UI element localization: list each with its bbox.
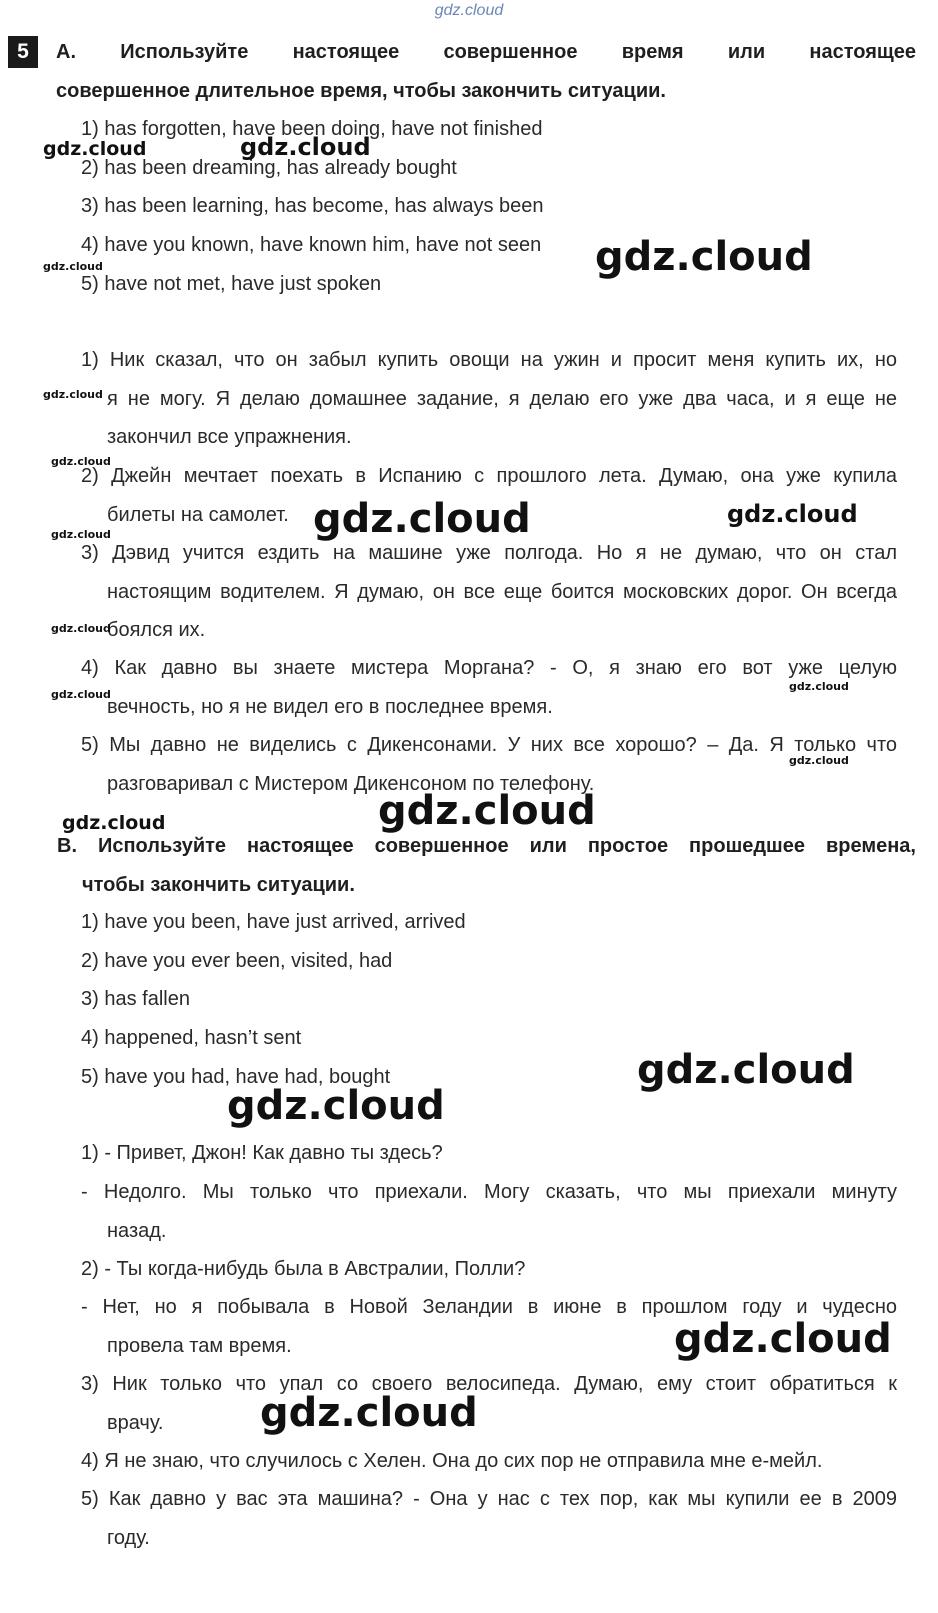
- dialog-7-rest: году.: [107, 1526, 150, 1549]
- section-a-answer-3: 3) has been learning, has become, has always been: [81, 195, 544, 217]
- dialog-5-first-line: 3) Ник только что упал со своего велосипеда. Думаю, ему стоит обратиться к: [81, 1373, 897, 1395]
- translation-2-rest: билеты на самолет.: [107, 503, 289, 526]
- section-b-heading-line2: чтобы закончить ситуации.: [82, 874, 355, 896]
- exercise-number-badge: 5: [8, 36, 38, 68]
- translation-1-rest: я не могу. Я делаю домашнее задание, я делаю его уже два часа, и я еще не закончил все упражнения.: [107, 387, 897, 449]
- section-b-heading-line1: B. Используйте настоящее совершенное или простое прошедшее времена,: [57, 835, 916, 857]
- dialog-4-rest: провела там время.: [107, 1334, 292, 1357]
- translation-2-first-line: 2) Джейн мечтает поехать в Испанию с прошлого лета. Думаю, она уже купила: [81, 465, 897, 487]
- section-a-translation-1: [81, 341, 897, 457]
- section-b-answer-5: 5) have you had, have had, bought: [81, 1066, 391, 1088]
- watermark: gdz.cloud: [637, 1047, 855, 1093]
- watermark: gdz.cloud: [378, 788, 596, 834]
- watermark: gdz.cloud: [51, 688, 111, 701]
- section-b-answer-1: 1) have you been, have just arrived, arrived: [81, 911, 466, 933]
- translation-3-first-line: 3) Дэвид учится ездить на машине уже полгода. Но я не думаю, что он стал: [81, 542, 897, 564]
- dialog-2-first-line: - Недолго. Мы только что приехали. Могу сказать, что мы приехали минуту: [81, 1181, 897, 1203]
- watermark: gdz.cloud: [43, 260, 103, 273]
- section-b-answer-4: 4) happened, hasn’t sent: [81, 1027, 302, 1049]
- header-watermark: gdz.cloud: [434, 2, 504, 19]
- section-b-dialog-3: 2) - Ты когда-нибудь была в Австралии, Полли?: [81, 1258, 526, 1280]
- section-b-dialog-7: [81, 1480, 897, 1557]
- watermark: gdz.cloud: [43, 388, 103, 401]
- section-a-answer-5: 5) have not met, have just spoken: [81, 273, 382, 295]
- section-b-dialog-1: 1) - Привет, Джон! Как давно ты здесь?: [81, 1142, 443, 1164]
- section-a-answer-1: 1) has forgotten, have been doing, have not finished: [81, 118, 543, 140]
- section-a-answer-4: 4) have you known, have known him, have not seen: [81, 234, 542, 256]
- translation-1-first-line: 1) Ник сказал, что он забыл купить овощи на ужин и просит меня купить их, но: [81, 349, 897, 371]
- dialog-5-rest: врачу.: [107, 1411, 164, 1434]
- dialog-2-rest: назад.: [107, 1219, 167, 1242]
- watermark: gdz.cloud: [43, 138, 147, 160]
- section-b-answer-2: 2) have you ever been, visited, had: [81, 950, 393, 972]
- section-b-answer-3: 3) has fallen: [81, 988, 190, 1010]
- section-a-heading-line2: совершенное длительное время, чтобы закончить ситуации.: [56, 80, 666, 102]
- translation-4-rest: вечность, но я не видел его в последнее время.: [107, 695, 553, 718]
- dialog-7-first-line: 5) Как давно у вас эта машина? - Она у нас с тех пор, как мы купили ее в 2009: [81, 1488, 897, 1510]
- watermark: gdz.cloud: [260, 1390, 478, 1436]
- watermark: gdz.cloud: [62, 812, 166, 834]
- translation-5-rest: разговаривал с Мистером Дикенсоном по телефону.: [107, 772, 595, 795]
- watermark: gdz.cloud: [727, 500, 858, 528]
- watermark: gdz.cloud: [674, 1316, 892, 1362]
- section-a-answer-2: 2) has been dreaming, has already bought: [81, 157, 457, 179]
- translation-3-rest: настоящим водителем. Я думаю, он все еще боится московских дорог. Он всегда боялся их.: [107, 580, 897, 642]
- watermark: gdz.cloud: [227, 1083, 445, 1129]
- watermark: gdz.cloud: [51, 455, 111, 468]
- watermark: gdz.cloud: [789, 680, 849, 693]
- section-b-dialog-5: [81, 1365, 897, 1442]
- watermark: gdz.cloud: [240, 133, 371, 161]
- section-a-translation-4: [81, 649, 897, 726]
- watermark: gdz.cloud: [595, 234, 813, 280]
- translation-4-first-line: 4) Как давно вы знаете мистера Моргана? - О, я знаю его вот уже целую: [81, 657, 897, 679]
- translation-5-first-line: 5) Мы давно не виделись с Дикенсонами. У них все хорошо? – Да. Я только что: [81, 734, 897, 756]
- section-b-heading: [57, 827, 916, 905]
- dialog-4-first-line: - Нет, но я побывала в Новой Зеландии в июне в прошлом году и чудесно: [81, 1296, 897, 1318]
- watermark: gdz.cloud: [51, 622, 111, 635]
- section-b-dialog-6: 4) Я не знаю, что случилось с Хелен. Она до сих пор не отправила мне е-мейл.: [81, 1450, 823, 1472]
- section-b-dialog-2: [81, 1173, 897, 1250]
- section-a-heading-line1: A. Используйте настоящее совершенное время или настоящее: [56, 41, 916, 63]
- watermark: gdz.cloud: [313, 496, 531, 542]
- watermark: gdz.cloud: [789, 754, 849, 767]
- section-a-heading: [56, 33, 916, 111]
- watermark: gdz.cloud: [51, 528, 111, 541]
- section-a-translation-3: [81, 534, 897, 650]
